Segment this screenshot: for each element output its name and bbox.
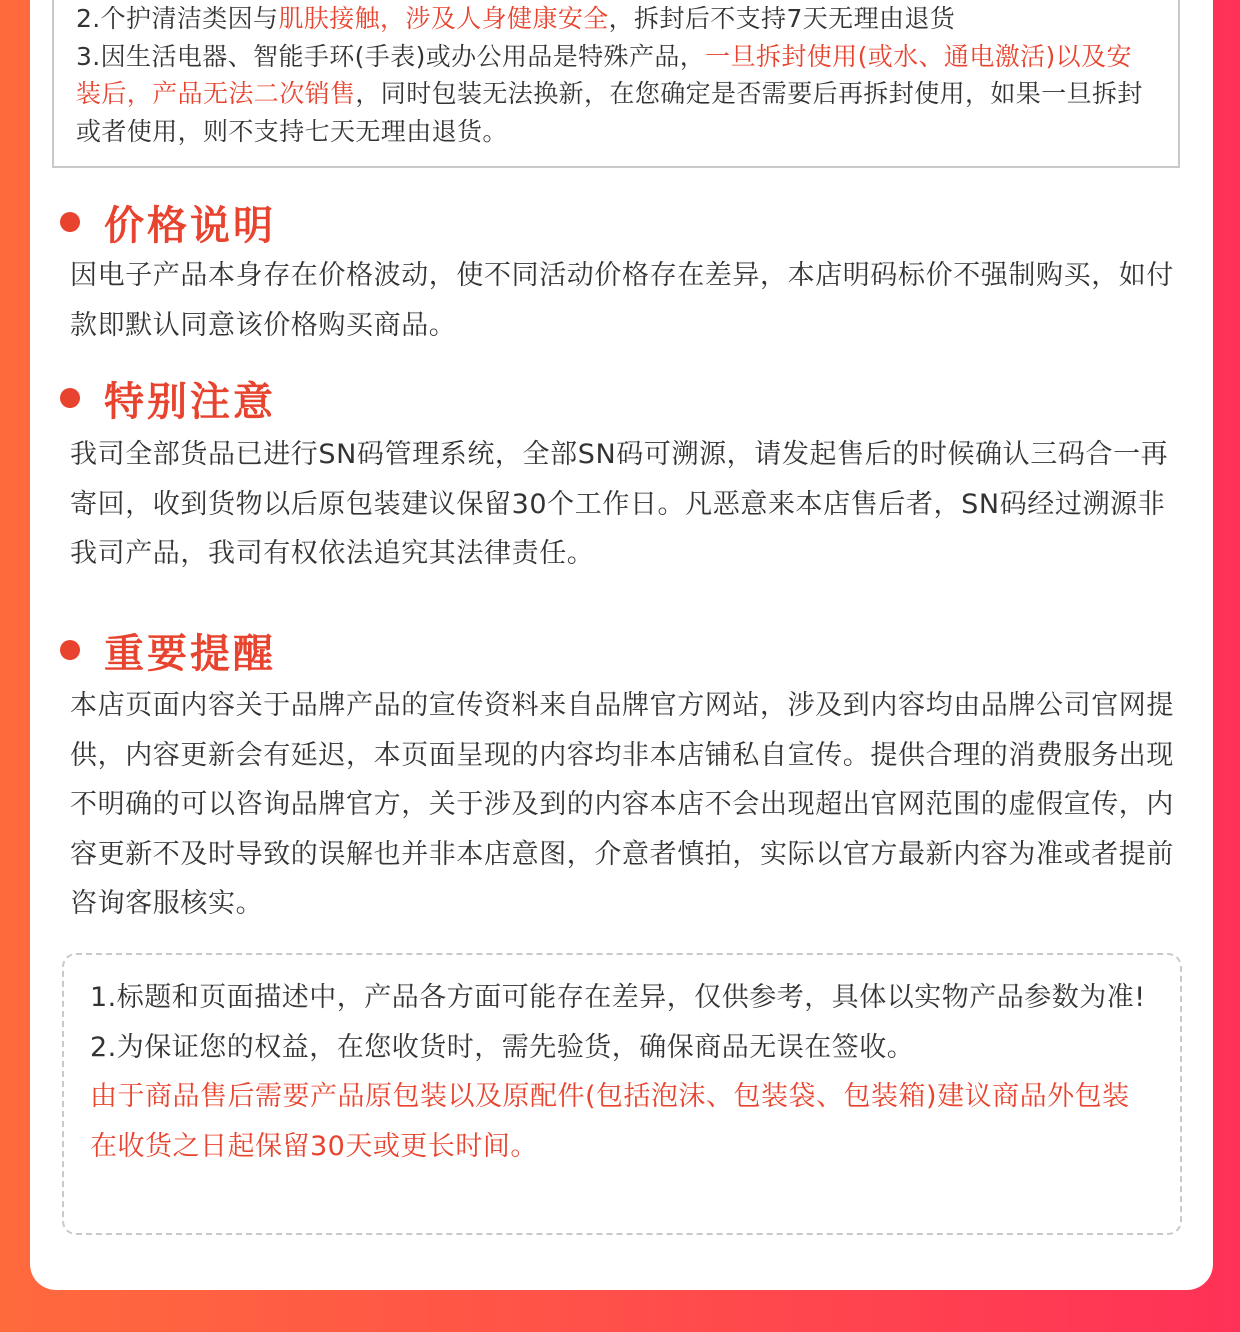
return-policy-item-3-suffix: ，同时包装无法换新，在您确定是否需要后再拆封使用，如果一旦拆封或者使用，则不支持七天无理由退货。 [76, 79, 1143, 146]
return-policy-item-2-suffix: ，拆封后不支持7天无理由退货 [608, 4, 956, 33]
special-section-header [60, 370, 276, 426]
special-section-body: 我司全部货品已进行SN码管理系统，全部SN码可溯源，请发起售后的时候确认三码合一再寄回，收到货物以后原包装建议保留30个工作日。凡恶意来本店售后者，SN码经过溯源非我司产品，我司有权依法追究其法律责任。 [70, 439, 1169, 569]
bullet-dot-icon [60, 212, 80, 232]
bullet-dot-icon [60, 640, 80, 660]
price-section-header [60, 194, 276, 250]
return-policy-item-3-text: 3.因生活电器、智能手环(手表)或办公用品是特殊产品， [76, 41, 706, 71]
special-section-title: 特别注意 [104, 378, 276, 425]
return-policy-item-2-text: 2.个护清洁类因与 [76, 4, 279, 33]
return-policy-item-2-highlight: 肌肤接触，涉及人身健康安全 [278, 4, 609, 33]
bullet-dot-icon [60, 388, 80, 408]
note-item-1: 1.标题和页面描述中，产品各方面可能存在差异，仅供参考，具体以实物产品参数为准! [90, 982, 1146, 1013]
reminder-section-header [60, 622, 276, 678]
reminder-section-body: 本店页面内容关于品牌产品的宣传资料来自品牌官方网站，涉及到内容均由品牌公司官网提供，内容更新会有延迟，本页面呈现的内容均非本店铺私自宣传。提供合理的消费服务出现不明确的可以咨询品牌官方，关于涉及到的内容本店不会出现超出官网范围的虚假宣传，内容更新不及时导致的误解也并非本店意图，介意者慎拍，实际以官方最新内容为准或者提前咨询客服核实。 [70, 690, 1174, 919]
note-warning: 由于商品售后需要产品原包装以及原配件(包括泡沫、包装袋、包装箱)建议商品外包装在收货之日起保留30天或更长时间。 [90, 1081, 1130, 1162]
return-policy-item-2 [76, 0, 1156, 38]
return-policy-item-3 [76, 38, 1156, 151]
price-section-title: 价格说明 [104, 202, 276, 249]
return-policy-box [52, 0, 1180, 168]
note-item-2: 2.为保证您的权益，在您收货时，需先验货，确保商品无误在签收。 [90, 1031, 915, 1063]
return-policy-item-3-highlight: 一旦拆封使用(或水、通电激活)以及安装后，产品无法二次销售 [76, 41, 1132, 108]
notes-box [62, 953, 1182, 1235]
reminder-section-title: 重要提醒 [104, 630, 276, 677]
content-card [30, 0, 1213, 1290]
price-section-body: 因电子产品本身存在价格波动，使不同活动价格存在差异，本店明码标价不强制购买，如付款即默认同意该价格购买商品。 [70, 260, 1174, 341]
